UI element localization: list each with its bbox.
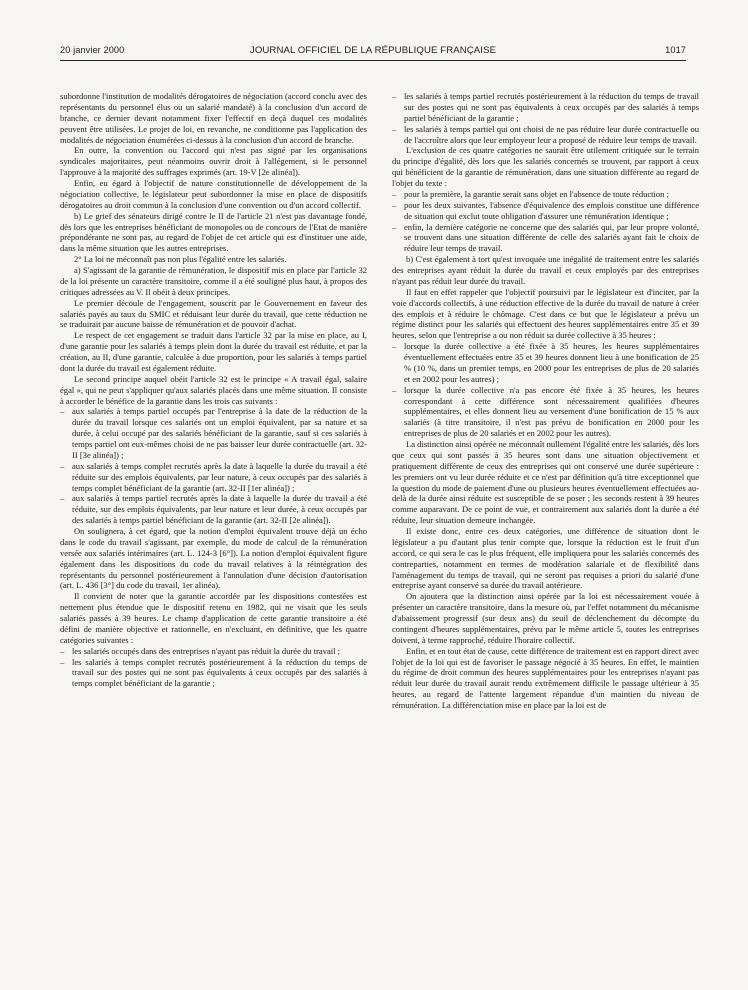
paragraph: On soulignera, à cet égard, que la notion d'emploi équivalent trouve déjà un écho dans le code du travail s'agissant, par exemple, du mode de calcul de la rémunération versée aux salariés intérimaires (art. L. 124-3 [6°]). La notion d'emploi équivalent figure également dans les dispositions du code du travail relatives à la réintégration des représentants du personnel postérieurement à l'annulation d'une décision d'autorisation (art. L. 436 [3°] du code du travail, 1er alinéa). [60,526,367,591]
list-item: – lorsque la durée collective a été fixée à 35 heures, les heures supplémentaires éventuellement effectuées entre 35 et 39 heures donnent lieu à une bonification de 25 % (10 %, dans un premier temps, en 2000 pour les entreprises de plus de 20 salariés et en 2002 pour les autres) ; [392,341,699,385]
dash-list [60,646,367,690]
paragraph: On ajoutera que la distinction ainsi opérée par la loi est nécessairement vouée à présenter un caractère transitoire, dans la mesure où, par l'effet notamment du mécanisme d'abaissement progressif (sur deux ans) du seuil de déclenchement du décompte du contingent d'heures supplémentaires, prévu par le même article 5, toutes les entreprises doivent, à terme rapproché, réduire l'horaire collectif. [392,591,699,645]
paragraph: b) Le grief des sénateurs dirigé contre le II de l'article 21 n'est pas davantage fondé, dès lors que les entreprises bénéficiant de monopoles ou de concours de l'Etat de manière prépondérante ne sont pas, au regard de l'objet de cet article qui est d'instituer une aide, dans la même situation que les autres entreprises. [60,210,367,254]
list-item: – les salariés occupés dans des entreprises n'ayant pas réduit la durée du travail ; [60,646,367,657]
paragraph: Il convient de noter que la garantie accordée par les dispositions contestées est nettement plus étendue que le dispositif retenu en 1982, qui ne visait que les seuls salariés passés à 39 heures. Le champ d'application de cette garantie transitoire a été défini de manière objective et rationnelle, en n'excluant, en définitive, que les quatre catégories suivantes : [60,591,367,645]
paragraph: En outre, la convention ou l'accord qui n'est pas signé par les organisations syndicales majoritaires, peut néanmoins ouvrir droit à l'allégement, si le personnel l'approuve à la majorité des suffrages exprimés (art. 19-V [2e alinéa]). [60,145,367,178]
header-date: 20 janvier 2000 [60,45,125,55]
page-header [60,45,686,59]
header-title: JOURNAL OFFICIEL DE LA RÉPUBLIQUE FRANÇAISE [249,45,497,56]
dash-list [392,189,699,254]
list-item: – aux salariés à temps partiel occupés par l'entreprise à la date de la réduction de la durée du travail lorsque ces salariés ont un emploi équivalent, par sa nature et sa durée, à celui occupé par des salariés bénéficiant de la garantie, sauf si ces salariés à temps partiel ont eux-mêmes choisi de ne pas baisser leur durée contractuelle (art. 32-II [3e alinéa]) ; [60,406,367,460]
paragraph: Le respect de cet engagement se traduit dans l'article 32 par la mise en place, au I, d'une garantie pour les salariés à temps plein dont la durée du travail est réduite, et par la création, au II, d'une garantie, calculée à due proportion, pour les salariés à temps partiel dont la durée du travail est également réduite. [60,330,367,373]
paragraph: Enfin, eu égard à l'objectif de nature constitutionnelle de développement de la négociation collective, le législateur peut subordonner la mise en place de dispositifs dérogatoires au droit commun à la conclusion d'une convention ou d'un accord collectif. [60,178,367,210]
paragraph: Il faut en effet rappeler que l'objectif poursuivi par le législateur est d'inciter, par la voie d'accords collectifs, à une réduction effective de la durée du travail de nature à créer des emplois et à réduire le chômage. C'est dans ce but que le législateur a prévu un régime distinct pour les salariés qui effectuent des heures supplémentaires entre 35 et 39 heures, selon que l'entreprise a ou non réduit sa durée collective à 35 heures : [392,286,699,341]
paragraph: La distinction ainsi opérée ne méconnaît nullement l'égalité entre les salariés, dès lors que ceux qui sont passés à 35 heures sont dans une situation objectivement et pratiquement différente de ceux des entreprises qui ont conservé une durée supérieure : les premiers ont vu leur durée réduite et ce n'est par définition qu'à titre exceptionnel que la question du mode de paiement d'une ou plusieurs heures éventuellement effectuées au-delà de la durée ainsi réduite est susceptible de se poser ; les seconds restent à 39 heures comme auparavant. De ce point de vue, et contrairement aux salariés dont la durée a été réduite, leur situation demeure inchangée. [392,439,699,526]
paragraph: b) C'est également à tort qu'est invoquée une inégalité de traitement entre les salariés des entreprises ayant réduit la durée du travail et ceux employés par des entreprises n'ayant pas réduit leur durée du travail. [392,254,699,286]
paragraph: Enfin, et en tout état de cause, cette différence de traitement est en rapport direct avec l'objet de la loi qui est de favoriser le passage négocié à 35 heures. En effet, le maintien du régime de droit commun des heures supplémentaires pour les entreprises n'ayant pas réduit leur durée du travail aurait rendu extrêmement difficile le passage ultérieur à 35 heures, au regard de l'attente largement répandue d'un maintien du niveau de rémunération. La différenciation mise en place par la loi est de [392,645,699,710]
header-rule [60,60,686,61]
list-item: – les salariés à temps complet recrutés postérieurement à la réduction du temps de travail sur des postes qui ne sont pas équivalents à ceux occupés par des salariés à temps complet bénéficiant de la garantie ; [60,657,367,690]
list-item: – aux salariés à temps complet recrutés après la date à laquelle la durée du travail a été réduite sur des emplois équivalents, par leur nature, à ceux occupés par des salariés à temps complet bénéficiant de la garantie (art. 32-II [1er alinéa]) ; [60,461,367,494]
list-item: – pour les deux suivantes, l'absence d'équivalence des emplois constitue une différence de situation qui exclut toute obligation d'assurer une rémunération identique ; [392,200,699,222]
list-item: – lorsque la durée collective n'a pas encore été fixée à 35 heures, les heures correspondant à cette différence sont nécessairement qualifiées d'heures supplémentaires, et elles donnent lieu au versement d'une bonification de 15 % aux salariés (à titre transitoire, il n'est pas prévu de bonification en 2000 pour les entreprises de plus de 20 salariés et en 2002 pour les autres). [392,385,699,439]
list-item: – pour la première, la garantie serait sans objet en l'absence de toute réduction ; [392,189,699,200]
paragraph: subordonne l'institution de modalités dérogatoires de négociation (accord conclu avec des représentants du personnel élus ou un salarié mandaté) à la conclusion d'un accord de branche, ce dernier devant notamment fixer l'effectif en deçà duquel ces modalités peuvent être utilisées. Le projet de loi, en revanche, ne conditionne pas l'application des modalités de négociation énumérées ci-dessus à la conclusion d'un accord de branche. [60,91,367,145]
list-item: – les salariés à temps partiel recrutés postérieurement à la réduction du temps de travail sur des postes qui ne sont pas équivalents à ceux occupés par des salariés à temps partiel bénéficiant de la garantie ; [392,91,699,124]
paragraph: L'exclusion de ces quatre catégories ne saurait être utilement critiquée sur le terrain du principe d'égalité, dès lors que les salariés concernés se trouvent, par rapport à ceux qui bénéficient de la garantie de rémunération, dans une situation différente au regard de l'objet du texte : [392,145,699,188]
paragraph: Le premier découle de l'engagement, souscrit par le Gouvernement en faveur des salariés payés au taux du SMIC et réduisant leur durée du travail, que cette réduction ne se traduirait par aucune baisse de rémunération et de pouvoir d'achat. [60,297,367,330]
right-column [392,91,699,711]
list-item: – enfin, la dernière catégorie ne concerne que des salariés qui, par leur propre volonté, se trouvent dans une situation différente de celle des salariés ayant fait le choix de réduire leur temps de travail. [392,222,699,255]
list-item: – aux salariés à temps partiel recrutés après la date à laquelle la durée du travail a été réduite, sur des emplois équivalents, par leur nature et leur durée, à ceux occupés par des salariés à temps partiel bénéficiant de la garantie (art. 32-II [2e alinéa]). [60,493,367,526]
dash-list [392,91,699,145]
paragraph: Il existe donc, entre ces deux catégories, une différence de situation dont le législateur a pu d'autant plus tenir compte que, lorsque la réduction est le fruit d'un accord, ce qui sera le cas le plus fréquent, elle impliquera pour les salariés concernés des contreparties, notamment en termes de modération salariale et de flexibilité dans l'aménagement du temps de travail, qui ne seront pas requises a priori du salarié d'une entreprise ayant conservé sa durée du travail antérieure. [392,526,699,591]
page-number: 1017 [665,45,686,55]
paragraph: 2° La loi ne méconnaît pas non plus l'égalité entre les salariés. [74,254,287,265]
paragraph: Le second principe auquel obéit l'article 32 est le principe « A travail égal, salaire égal », qui ne peut s'appliquer qu'aux salariés placés dans une même situation. Il consiste à accorder le bénéfice de la garantie dans les trois cas suivants : [60,373,367,406]
paragraph: a) S'agissant de la garantie de rémunération, le dispositif mis en place par l'article 32 de la loi présente un caractère transitoire, comme il a été souligné plus haut, à propos des critiques adressées au V. Il obéit à deux principes. [60,265,367,297]
dash-list [60,406,367,526]
list-item: – les salariés à temps partiel qui ont choisi de ne pas réduire leur durée contractuelle ou de l'accroître alors que leur employeur leur a proposé de réduire leur temps de travail. [392,124,699,146]
left-column [60,91,367,689]
dash-list [392,341,699,439]
